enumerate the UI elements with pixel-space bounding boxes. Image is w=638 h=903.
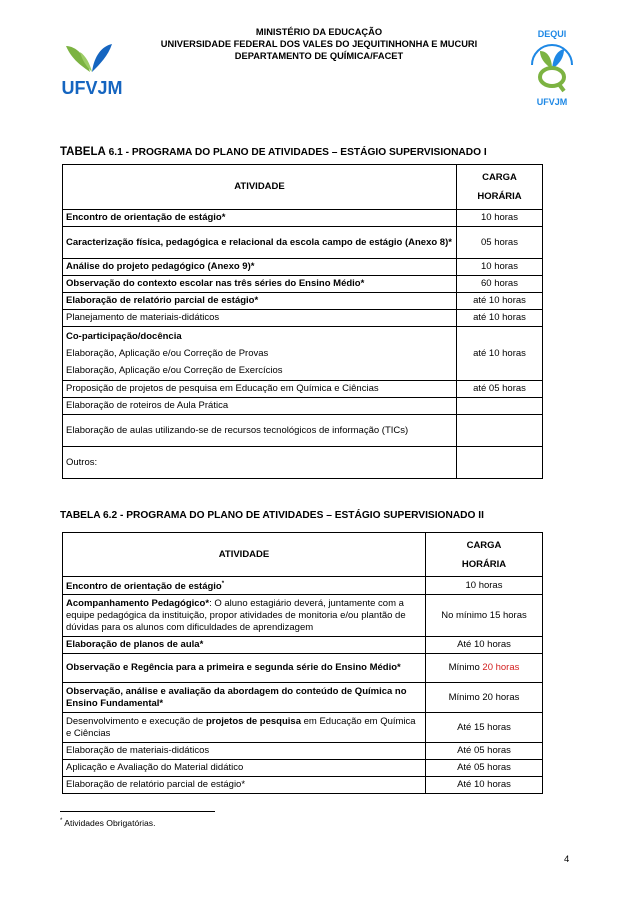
table-header-row bbox=[63, 165, 543, 210]
table-row bbox=[63, 415, 543, 447]
activity-cell: Elaboração de planos de aula* bbox=[63, 637, 426, 654]
table-row bbox=[63, 683, 543, 713]
col-header-carga-line2: HORÁRIA bbox=[461, 558, 507, 570]
footnote bbox=[60, 818, 156, 828]
table1-title bbox=[60, 146, 487, 158]
table-row bbox=[63, 210, 543, 227]
table-row bbox=[63, 713, 543, 743]
activity-text: Encontro de orientação de estágio bbox=[66, 581, 222, 593]
hours-cell: até 10 horas bbox=[457, 293, 543, 310]
activity-cell: Aplicação e Avaliação do Material didático bbox=[63, 760, 426, 777]
hours-cell bbox=[457, 415, 543, 447]
activity-cell: Elaboração de relatório parcial de estágio* bbox=[63, 777, 426, 794]
footnote-marker: * bbox=[221, 581, 225, 587]
activity-cell: Elaboração de roteiros de Aula Prática bbox=[63, 398, 457, 415]
hours-cell: No mínimo 15 horas bbox=[426, 595, 543, 637]
table-row bbox=[63, 743, 543, 760]
hours-cell: até 05 horas bbox=[457, 381, 543, 398]
table-row bbox=[63, 259, 543, 276]
hours-cell bbox=[457, 398, 543, 415]
hours-cell: 60 horas bbox=[457, 276, 543, 293]
footnote-divider bbox=[60, 811, 215, 812]
header-department: DEPARTAMENTO DE QUÍMICA/FACET bbox=[234, 51, 404, 61]
col-header-carga-line2: HORÁRIA bbox=[477, 191, 522, 202]
activity-text: : O aluno estagiário deverá, juntamente com a equipe pedagógica da instituição, propor atividades de monitoria e/ou plantão de dúvidas para os alunos com dificuldades de aprendizagem bbox=[66, 597, 406, 633]
table2 bbox=[62, 532, 543, 794]
ufvjm-logo bbox=[52, 42, 132, 98]
activity-cell: Elaboração de materiais-didáticos bbox=[63, 743, 426, 760]
header-ministry: MINISTÉRIO DA EDUCAÇÃO bbox=[255, 27, 383, 37]
footnote-mark: * bbox=[60, 818, 63, 825]
hours-cell: até 10 horas bbox=[457, 310, 543, 327]
col-header-carga bbox=[426, 533, 543, 577]
hours-cell: Até 10 horas bbox=[426, 637, 543, 654]
hours-highlight: 20 horas bbox=[482, 662, 520, 674]
table-row bbox=[63, 595, 543, 637]
activity-cell: Caracterização física, pedagógica e relacional da escola campo de estágio (Anexo 8)* bbox=[63, 227, 457, 259]
table-row bbox=[63, 310, 543, 327]
activity-cell: Observação e Regência para a primeira e segunda série do Ensino Médio* bbox=[63, 654, 426, 683]
table-row bbox=[63, 760, 543, 777]
page-number: 4 bbox=[564, 854, 570, 865]
activity-cell: Encontro de orientação de estágio* bbox=[63, 210, 457, 227]
hours-cell: Até 15 horas bbox=[426, 713, 543, 743]
activity-cell: Elaboração de aulas utilizando-se de recursos tecnológicos de informação (TICs) bbox=[63, 415, 457, 447]
dequi-logo-bottom-text: UFVJM bbox=[536, 97, 568, 107]
header-university: UNIVERSIDADE FEDERAL DOS VALES DO JEQUITINHONHA E MUCURI bbox=[160, 39, 478, 49]
activity-cell: Elaboração de relatório parcial de estágio* bbox=[63, 293, 457, 310]
table-header-row bbox=[63, 533, 543, 577]
activity-cell: Observação, análise e avaliação da abordagem do conteúdo de Química no Ensino Fundamental* bbox=[63, 683, 426, 713]
activity-line-exercicios: Elaboração, Aplicação e/ou Correção de Exercícios bbox=[66, 365, 283, 376]
hours-text: Mínimo bbox=[448, 662, 483, 674]
hours-cell: 05 horas bbox=[457, 227, 543, 259]
activity-bold-text: projetos de pesquisa bbox=[205, 715, 301, 727]
activity-cell bbox=[63, 595, 426, 637]
table-row bbox=[63, 398, 543, 415]
activity-cell: Observação do contexto escolar nas três séries do Ensino Médio* bbox=[63, 276, 457, 293]
table1-title-word: TABELA bbox=[60, 146, 106, 158]
hours-cell: Até 05 horas bbox=[426, 743, 543, 760]
activity-bold-text: Acompanhamento Pedagógico* bbox=[66, 597, 210, 609]
table-row bbox=[63, 327, 543, 381]
table-row bbox=[63, 777, 543, 794]
col-header-atividade: ATIVIDADE bbox=[63, 533, 426, 577]
footnote-text: Atividades Obrigatórias. bbox=[62, 818, 156, 828]
activity-line-coparticipacao: Co-participação/docência bbox=[66, 331, 182, 342]
dequi-logo bbox=[526, 25, 578, 107]
activity-cell bbox=[63, 713, 426, 743]
activity-cell bbox=[63, 327, 457, 381]
hours-cell bbox=[426, 654, 543, 683]
hours-cell: 10 horas bbox=[426, 577, 543, 595]
activity-cell bbox=[63, 577, 426, 595]
activity-text: Desenvolvimento e execução de bbox=[66, 715, 206, 727]
table-row bbox=[63, 381, 543, 398]
table-row bbox=[63, 577, 543, 595]
table1 bbox=[62, 164, 543, 479]
activity-cell: Proposição de projetos de pesquisa em Educação em Química e Ciências bbox=[63, 381, 457, 398]
ufvjm-logo-text: UFVJM bbox=[61, 78, 123, 98]
activity-cell: Outros: bbox=[63, 447, 457, 479]
dequi-logo-top-text: DEQUI bbox=[537, 29, 567, 39]
table-row bbox=[63, 637, 543, 654]
col-header-carga bbox=[457, 165, 543, 210]
hours-cell: 10 horas bbox=[457, 259, 543, 276]
col-header-carga-line1: CARGA bbox=[482, 172, 517, 183]
table-row bbox=[63, 227, 543, 259]
col-header-atividade: ATIVIDADE bbox=[63, 165, 457, 210]
activity-cell: Análise do projeto pedagógico (Anexo 9)* bbox=[63, 259, 457, 276]
table-row bbox=[63, 293, 543, 310]
hours-cell bbox=[457, 447, 543, 479]
table1-title-rest: 6.1 - PROGRAMA DO PLANO DE ATIVIDADES – ESTÁGIO SUPERVISIONADO I bbox=[105, 147, 487, 158]
activity-line-provas: Elaboração, Aplicação e/ou Correção de Provas bbox=[66, 348, 269, 359]
table-row bbox=[63, 447, 543, 479]
activity-text: em Educação em Química e Ciências bbox=[66, 715, 416, 739]
activity-cell: Planejamento de materiais-didáticos bbox=[63, 310, 457, 327]
hours-cell: Até 10 horas bbox=[426, 777, 543, 794]
hours-cell: até 10 horas bbox=[457, 327, 543, 381]
table-row bbox=[63, 654, 543, 683]
hours-cell: 10 horas bbox=[457, 210, 543, 227]
hours-cell: Até 05 horas bbox=[426, 760, 543, 777]
hours-cell: Mínimo 20 horas bbox=[426, 683, 543, 713]
table-row bbox=[63, 276, 543, 293]
col-header-carga-line1: CARGA bbox=[466, 539, 502, 551]
table2-title: TABELA 6.2 - PROGRAMA DO PLANO DE ATIVIDADES – ESTÁGIO SUPERVISIONADO II bbox=[60, 510, 484, 521]
